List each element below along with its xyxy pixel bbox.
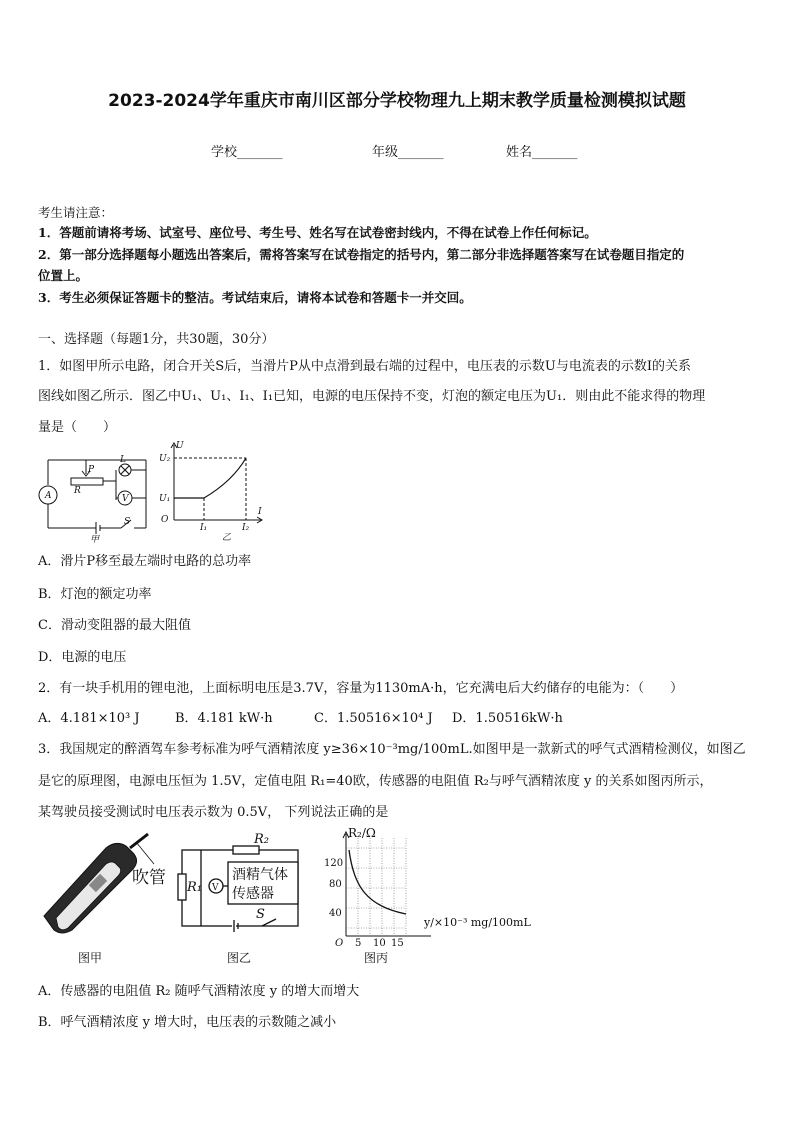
q1-stem-line3: 量是（ ） [38, 420, 117, 435]
svg-text:L: L [120, 455, 126, 465]
name-field: 姓名_______ [506, 145, 578, 160]
q1-option-b[interactable]: B．灯泡的额定功率 [38, 587, 152, 602]
q3-figure [36, 826, 536, 971]
notice-heading: 考生请注意： [38, 205, 114, 220]
notice-item-1: 1．答题前请将考场、试室号、座位号、考生号、姓名写在试卷密封线内，不得在试卷上作任何标记。 [38, 225, 597, 240]
svg-text:甲: 甲 [90, 535, 100, 545]
section-heading: 一、选择题（每题1分，共30题，30分） [38, 332, 275, 347]
svg-text:图甲: 图甲 [78, 951, 103, 965]
q1-figure [36, 440, 276, 545]
svg-text:P: P [88, 465, 95, 475]
svg-text:5: 5 [355, 938, 362, 949]
svg-text:15: 15 [391, 938, 404, 949]
svg-text:酒精气体: 酒精气体 [232, 867, 288, 883]
svg-text:R: R [74, 486, 81, 496]
svg-text:U₂: U₂ [159, 454, 171, 464]
svg-text:图丙: 图丙 [364, 951, 389, 965]
q3-stem-line3: 某驾驶员接受测试时电压表示数为 0.5V， 下列说法正确的是 [38, 805, 389, 820]
notice-item-3: 3．考生必须保证答题卡的整洁。考试结束后，请将本试卷和答题卡一并交回。 [38, 290, 472, 305]
grade-field: 年级_______ [372, 145, 444, 160]
svg-text:V: V [212, 883, 219, 893]
q3-option-b[interactable]: B．呼气酒精浓度 y 增大时，电压表的示数随之减小 [38, 1015, 337, 1030]
svg-text:S: S [256, 907, 265, 922]
svg-text:80: 80 [329, 879, 342, 890]
svg-text:A: A [45, 491, 52, 501]
svg-text:乙: 乙 [222, 533, 232, 543]
q1-option-d[interactable]: D．电源的电压 [38, 650, 127, 665]
q3-stem-line2: 是它的原理图，电源电压恒为 1.5V，定值电阻 R₁=40欧，传感器的电阻值 R₂与呼气酒精浓度 y 的关系如图丙所示， [38, 774, 713, 789]
svg-text:I: I [258, 507, 262, 517]
q3-stem-line1: 3．我国规定的醉酒驾车参考标准为呼气酒精浓度 y≥36×10⁻³mg/100mL.如图甲是一款新式的呼气式酒精检测仪，如图乙 [38, 742, 746, 757]
svg-text:y/×10⁻³ mg/100mL: y/×10⁻³ mg/100mL [424, 916, 531, 929]
svg-text:O: O [335, 938, 344, 949]
svg-text:120: 120 [324, 858, 344, 869]
svg-text:40: 40 [329, 908, 342, 919]
svg-text:吹管: 吹管 [132, 868, 166, 888]
q3-option-a[interactable]: A．传感器的电阻值 R₂ 随呼气酒精浓度 y 的增大而增大 [38, 984, 360, 999]
sensor-graph [324, 826, 531, 965]
svg-text:U₁: U₁ [159, 494, 171, 504]
svg-text:I₁: I₁ [200, 523, 208, 533]
svg-text:I₂: I₂ [242, 523, 250, 533]
q1-stem-line2: 图线如图乙所示．图乙中U₁、U₁、I₁、I₁已知，电源的电压保持不变，灯泡的额定电压为U₁．则由此不能求得的物理 [38, 389, 706, 404]
q1-stem-line1: 1．如图甲所示电路，闭合开关S后，当滑片P从中点滑到最右端的过程中，电压表的示数U与电流表的示数I的关系 [38, 359, 692, 374]
notice-item-2: 2．第一部分选择题每小题选出答案后，需将答案写在试卷指定的括号内，第二部分非选择题答案写在试卷题目指定的 [38, 247, 685, 262]
q2-option-c[interactable]: C．1.50516×10⁴ J [314, 711, 433, 726]
svg-text:U: U [176, 441, 184, 451]
svg-text:O: O [161, 515, 169, 525]
q2-option-d[interactable]: D．1.50516kW·h [452, 711, 563, 726]
page-title: 2023-2024学年重庆市南川区部分学校物理九上期末教学质量检测模拟试题 [108, 91, 686, 111]
rheostat-icon [71, 478, 103, 485]
svg-text:R₂: R₂ [254, 832, 269, 847]
svg-text:图乙: 图乙 [227, 951, 252, 965]
q1-option-a[interactable]: A．滑片P移至最左端时电路的总功率 [38, 554, 252, 569]
svg-text:R₁: R₁ [187, 880, 202, 895]
q2-option-b[interactable]: B．4.181 kW·h [175, 711, 273, 726]
q2-option-a[interactable]: A．4.181×10³ J [38, 711, 140, 726]
svg-text:传感器: 传感器 [232, 886, 274, 902]
q2-stem: 2．有一块手机用的锂电池，上面标明电压是3.7V，容量为1130mA·h，它充满电后大约储存的电能为：（ ） [38, 681, 684, 696]
school-field: 学校_______ [211, 145, 283, 160]
notice-item-2-cont: 位置上。 [38, 268, 89, 283]
svg-text:R₂/Ω: R₂/Ω [348, 826, 376, 840]
svg-text:V: V [122, 494, 129, 504]
q1-option-c[interactable]: C．滑动变阻器的最大阻值 [38, 618, 191, 633]
svg-text:10: 10 [373, 938, 386, 949]
svg-text:S: S [124, 517, 131, 527]
